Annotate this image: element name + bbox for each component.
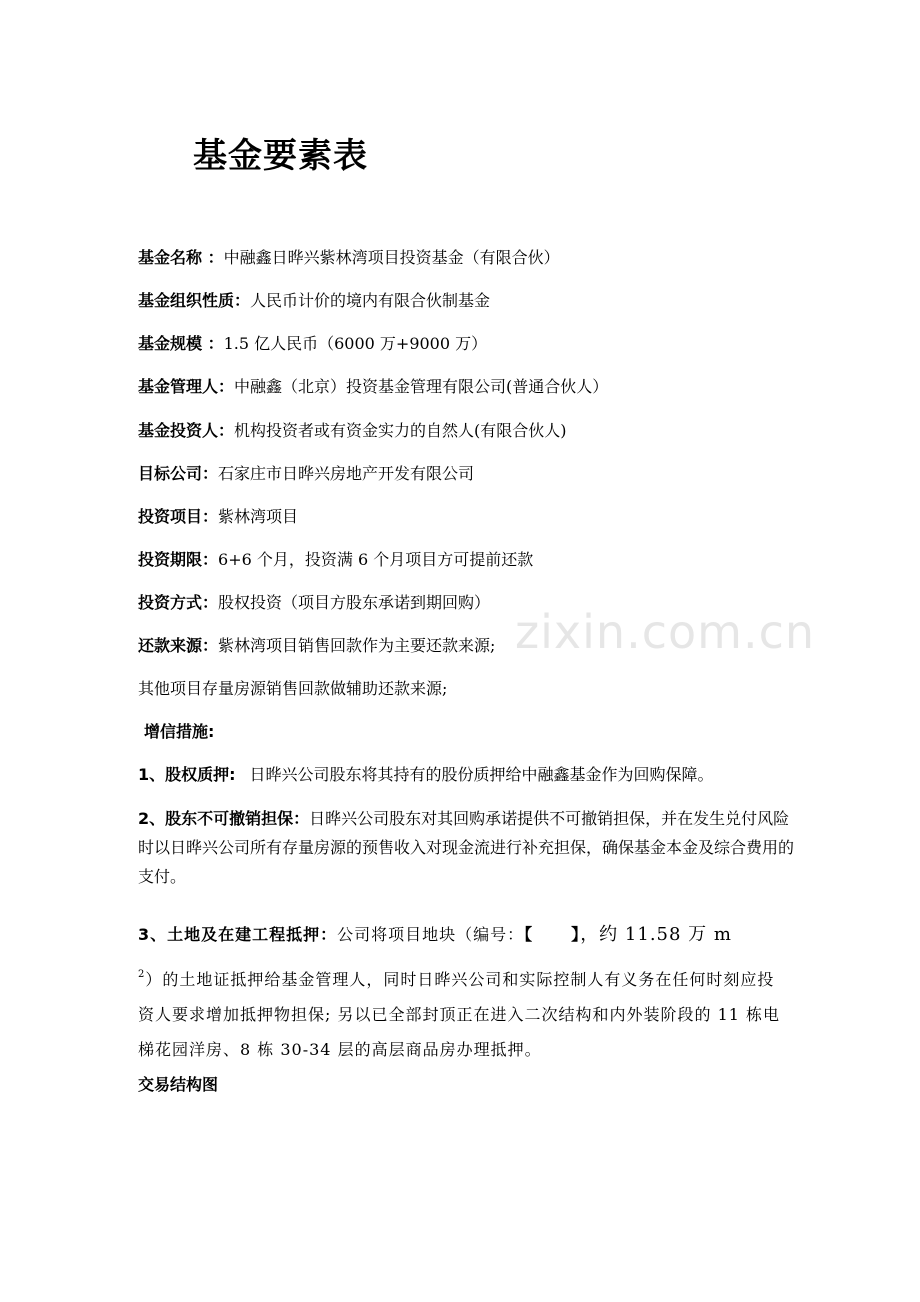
field-label: 基金组织性质： bbox=[138, 291, 251, 310]
field-label: 基金规模 ： bbox=[138, 334, 224, 353]
field-fund-manager bbox=[138, 377, 798, 397]
measure-label: 1、股权质押: bbox=[138, 765, 236, 784]
field-fund-scale bbox=[138, 334, 798, 354]
watermark: zixin.com.cn bbox=[515, 605, 816, 659]
superscript-two: 2 bbox=[138, 969, 146, 980]
bracket-close: 】 bbox=[571, 925, 581, 944]
measure-text: 日晔兴公司股东对其回购承诺提供不可撤销担保，并在发生兑付风险时以日晔兴公司所有存量房源的预售收入对现金流进行补充担保，确保基金本金及综合费用的支付。 bbox=[138, 809, 795, 886]
structure-heading bbox=[138, 1075, 798, 1095]
field-fund-investor bbox=[138, 421, 798, 441]
field-value: 机构投资者或有资金实力的自然人(有限合伙人) bbox=[234, 421, 567, 440]
field-investment-method bbox=[138, 593, 798, 613]
field-label: 目标公司： bbox=[138, 464, 219, 483]
credit-heading bbox=[144, 722, 804, 742]
field-label: 还款来源： bbox=[138, 636, 219, 655]
field-value: 6+6 个月，投资满 6 个月项目方可提前还款 bbox=[218, 550, 534, 569]
measure-text: ，约 11.58 万 m bbox=[580, 924, 732, 945]
section-heading: 增信措施: bbox=[144, 722, 215, 741]
measure-guarantee bbox=[138, 804, 798, 891]
field-project bbox=[138, 507, 798, 527]
field-repayment-source bbox=[138, 636, 798, 656]
field-value: 中融鑫日晔兴紫林湾项目投资基金（有限合伙） bbox=[223, 248, 560, 267]
field-label: 投资项目： bbox=[138, 507, 219, 526]
field-value: 股权投资（项目方股东承诺到期回购） bbox=[218, 593, 491, 612]
measure-equity-pledge bbox=[138, 765, 798, 785]
field-value: 石家庄市日晔兴房地产开发有限公司 bbox=[218, 464, 475, 483]
field-value: 紫林湾项目 bbox=[218, 507, 299, 526]
field-fund-nature bbox=[138, 291, 798, 311]
measure-label: 3、土地及在建工程抵押： bbox=[138, 925, 338, 944]
measure-label: 2、股东不可撤销担保： bbox=[138, 809, 310, 828]
field-value: 1.5 亿人民币（6000 万+9000 万） bbox=[223, 334, 488, 353]
field-label: 投资方式： bbox=[138, 593, 219, 612]
bracket-open: 【 bbox=[524, 925, 534, 944]
field-value: 紫林湾项目销售回款作为主要还款来源; bbox=[218, 636, 496, 655]
field-label: 基金投资人： bbox=[138, 421, 235, 440]
measure-text: 日晔兴公司股东将其持有的股份质押给中融鑫基金作为回购保障。 bbox=[249, 765, 714, 784]
field-label: 投资期限： bbox=[138, 550, 219, 569]
section-heading: 交易结构图 bbox=[138, 1075, 219, 1094]
field-value: 人民币计价的境内有限合伙制基金 bbox=[250, 291, 491, 310]
field-fund-name bbox=[138, 248, 798, 268]
field-term bbox=[138, 550, 798, 570]
measure-text: ）的土地证抵押给基金管理人，同时日晔兴公司和实际控制人有义务在任何时刻应投资人要求增加抵押物担保; 另以已全部封顶正在进入二次结构和内外装阶段的 11 栋电梯花园洋房、8 栋 30-34 层的高层商品房办理抵押。 bbox=[138, 970, 781, 1059]
measure-text: 公司将项目地块（编号： bbox=[337, 925, 525, 944]
field-target-company bbox=[138, 464, 798, 484]
repayment-extra: 其他项目存量房源销售回款做辅助还款来源; bbox=[138, 679, 448, 698]
page-title: 基金要素表 bbox=[193, 136, 368, 176]
measure-mortgage-cont bbox=[138, 957, 788, 1067]
field-label: 基金管理人： bbox=[138, 377, 235, 396]
measure-mortgage bbox=[138, 913, 798, 957]
field-label: 基金名称 ： bbox=[138, 248, 224, 267]
field-value: 中融鑫（北京）投资基金管理有限公司(普通合伙人） bbox=[234, 377, 609, 396]
